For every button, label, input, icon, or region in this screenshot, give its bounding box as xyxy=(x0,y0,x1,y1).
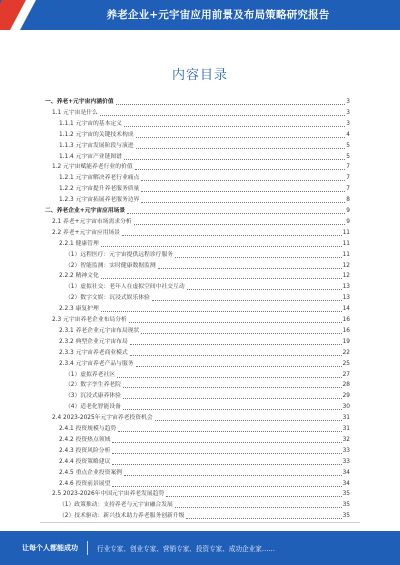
toc-leader-dots xyxy=(124,159,345,160)
toc-entry-title: 2.3.3 元宇宙养老商业模式 xyxy=(59,349,128,356)
toc-entry[interactable] xyxy=(45,259,350,270)
footer-banner xyxy=(0,531,400,565)
toc-page-number: 4 xyxy=(346,131,350,138)
toc-entry-title: 1.1.1 元宇宙的基本定义 xyxy=(59,120,122,127)
toc-entry[interactable] xyxy=(45,433,350,444)
toc-leader-dots xyxy=(135,169,346,170)
toc-leader-dots xyxy=(175,507,342,508)
toc-leader-dots xyxy=(141,202,345,203)
toc-leader-dots xyxy=(100,115,345,116)
toc-entry[interactable] xyxy=(45,150,350,161)
toc-entry-title: 2.3.4 元宇宙养老产品与服务 xyxy=(59,360,134,367)
toc-entry[interactable] xyxy=(45,335,350,346)
toc-page-number: 31 xyxy=(342,415,350,422)
toc-leader-dots xyxy=(122,235,342,236)
toc-page-number: 5 xyxy=(346,153,350,160)
toc-entry-title: 1.2.1 元宇宙解决养老行业痛点 xyxy=(59,175,140,182)
toc-page-number: 16 xyxy=(342,317,350,323)
toc-entry[interactable] xyxy=(45,498,350,509)
toc-entry[interactable] xyxy=(45,171,350,182)
toc-leader-dots xyxy=(141,333,341,334)
report-title: 养老企业+元宇宙应用前景及布局策略研究报告 xyxy=(106,9,330,21)
toc-entry-title: 1.1 元宇宙是什么 xyxy=(52,109,98,116)
toc-page-number: 11 xyxy=(342,229,350,236)
toc-page-number: 22 xyxy=(342,349,350,356)
toc-entry[interactable] xyxy=(45,291,350,302)
toc-leader-dots xyxy=(155,420,342,421)
toc-page-number: 31 xyxy=(342,426,350,432)
toc-entry[interactable] xyxy=(45,509,350,520)
toc-entry-title: 2.4.3 投资风险分析 xyxy=(59,447,111,454)
toc-leader-dots xyxy=(116,104,346,105)
toc-entry[interactable] xyxy=(45,128,350,139)
toc-entry[interactable] xyxy=(45,455,350,466)
toc-entry-title: （2）数字孪生养老院 xyxy=(65,382,121,389)
toc-page-number: 12 xyxy=(342,273,350,280)
toc-entry-title: （3）沉浸式康养体验 xyxy=(65,393,121,400)
toc-leader-dots xyxy=(166,496,341,497)
toc-page-number: 30 xyxy=(342,404,350,411)
toc-entry[interactable] xyxy=(45,313,350,324)
toc-page-number: 25 xyxy=(342,360,350,367)
toc-entry-title: （1）政策推动：支持养老与元宇宙融合发展 xyxy=(59,502,173,509)
toc-leader-dots xyxy=(118,431,341,432)
toc-entry[interactable] xyxy=(45,226,350,237)
toc-leader-dots xyxy=(186,518,341,519)
toc-page-number: 9 xyxy=(346,218,350,225)
toc-entry[interactable] xyxy=(45,400,350,411)
toc-entry[interactable] xyxy=(45,466,350,477)
toc-entry-title: （1）远程医疗：元宇宙提供远程诊疗服务 xyxy=(65,251,174,258)
toc-entry[interactable] xyxy=(45,106,350,117)
toc-leader-dots xyxy=(129,322,342,323)
toc-entry[interactable] xyxy=(45,389,350,400)
toc-entry[interactable] xyxy=(45,117,350,128)
toc-page-number: 33 xyxy=(342,447,350,454)
toc-page-number: 33 xyxy=(342,458,350,465)
toc-page-number: 29 xyxy=(342,393,350,400)
toc-heading: 内容目录 xyxy=(171,68,228,83)
toc-entry-title: 二、养老企业+元宇宙应用场景 xyxy=(45,208,126,214)
toc-entry-title: （2）智能监测：实时健康数据监测 xyxy=(65,262,156,269)
toc-entry[interactable] xyxy=(45,302,350,313)
toc-leader-dots xyxy=(123,398,342,399)
toc-leader-dots xyxy=(112,442,341,443)
toc-entry[interactable] xyxy=(45,215,350,226)
toc-entry-title: 2.2 养老+元宇宙应用场景 xyxy=(52,229,121,236)
toc-entry-title: （1）虚拟养老社区 xyxy=(65,371,116,378)
toc-entry[interactable] xyxy=(45,477,350,488)
toc-leader-dots xyxy=(175,257,342,258)
toc-page-number: 35 xyxy=(342,502,350,509)
toc-leader-dots xyxy=(112,486,341,487)
toc-page-number: 35 xyxy=(342,491,350,498)
toc-entry-title: 2.1 养老+元宇宙市场需求分析 xyxy=(52,218,132,225)
toc-leader-dots xyxy=(123,409,342,410)
toc-entry[interactable] xyxy=(45,248,350,259)
toc-leader-dots xyxy=(101,278,342,279)
toc-entry[interactable] xyxy=(45,411,350,422)
table-of-contents xyxy=(45,95,350,525)
toc-entry-title: 2.3.2 典型企业元宇宙布局 xyxy=(59,338,128,345)
toc-entry[interactable] xyxy=(45,182,350,193)
toc-leader-dots xyxy=(158,268,342,269)
toc-page-number: 12 xyxy=(342,262,350,269)
toc-entry-title: （1）虚拟社交：老年人在虚拟空间中社交互动 xyxy=(65,284,185,291)
toc-entry[interactable] xyxy=(45,280,350,291)
toc-entry[interactable] xyxy=(45,204,350,215)
toc-entry[interactable] xyxy=(45,378,350,389)
toc-leader-dots xyxy=(152,300,342,301)
toc-entry[interactable] xyxy=(45,422,350,433)
toc-entry-title: 2.3.1 养老企业元宇宙布局现状 xyxy=(59,327,140,334)
toc-page-number: 7 xyxy=(346,164,350,171)
toc-page-number: 8 xyxy=(346,197,350,204)
toc-page-number: 9 xyxy=(346,208,350,214)
toc-page-number: 34 xyxy=(342,480,350,487)
toc-leader-dots xyxy=(136,148,346,149)
toc-leader-dots xyxy=(134,224,346,225)
toc-leader-dots xyxy=(136,137,346,138)
toc-page-number: 5 xyxy=(346,142,350,149)
toc-entry[interactable] xyxy=(45,95,350,106)
toc-entry[interactable] xyxy=(45,368,350,379)
toc-entry[interactable] xyxy=(45,193,350,204)
toc-entry-title: 1.2.3 元宇宙拓展养老服务边界 xyxy=(59,197,140,204)
toc-entry-title: 2.4.5 重点企业投资案例 xyxy=(59,469,122,476)
toc-entry-title: 2.4.2 投资热点领域 xyxy=(59,436,111,443)
toc-entry-title: 2.4 2023-2025年元宇宙养老投资机会 xyxy=(52,415,153,422)
toc-page-number: 3 xyxy=(346,120,350,127)
toc-entry-title: 2.5 2023-2026年中国元宇宙养老发展趋势 xyxy=(52,491,165,498)
toc-entry-title: （4）适老化智能设备 xyxy=(65,404,121,411)
divider xyxy=(40,522,360,523)
toc-leader-dots xyxy=(101,246,342,247)
toc-entry-title: （2）技术驱动：新兴技术助力养老服务创新升级 xyxy=(59,513,185,520)
toc-entry-title: 2.4.6 投资前景展望 xyxy=(59,480,111,487)
toc-page-number: 32 xyxy=(342,436,350,443)
toc-entry-title: 1.2 元宇宙赋能养老行业的价值 xyxy=(52,164,133,171)
toc-leader-dots xyxy=(130,355,342,356)
toc-leader-dots xyxy=(141,180,345,181)
toc-page-number: 14 xyxy=(342,306,350,313)
toc-page-number: 11 xyxy=(342,251,350,258)
toc-entry[interactable] xyxy=(45,487,350,498)
toc-entry[interactable] xyxy=(45,139,350,150)
toc-entry[interactable] xyxy=(45,357,350,368)
toc-entry-title: 2.2.3 康复护理 xyxy=(59,306,99,313)
toc-leader-dots xyxy=(101,311,342,312)
toc-page-number: 13 xyxy=(342,295,350,302)
toc-entry-title: 1.1.3 元宇宙发展阶段与演进 xyxy=(59,142,134,149)
toc-entry-title: 2.4.4 投资策略建议 xyxy=(59,458,111,465)
toc-leader-dots xyxy=(136,366,342,367)
toc-entry-title: 2.3 元宇宙养老企业布局分析 xyxy=(52,317,127,323)
toc-entry[interactable] xyxy=(45,160,350,171)
toc-entry[interactable] xyxy=(45,444,350,455)
toc-leader-dots xyxy=(124,126,345,127)
toc-page-number: 35 xyxy=(342,513,350,520)
toc-page-number: 7 xyxy=(346,186,350,193)
toc-leader-dots xyxy=(123,387,342,388)
toc-leader-dots xyxy=(112,453,341,454)
header-banner xyxy=(0,0,400,30)
toc-entry-title: （2）数字文娱：沉浸式娱乐体验 xyxy=(65,295,150,302)
toc-page-number: 28 xyxy=(342,382,350,389)
toc-leader-dots xyxy=(127,213,345,214)
toc-leader-dots xyxy=(112,464,341,465)
toc-page-number: 3 xyxy=(346,99,350,105)
toc-page-number: 13 xyxy=(342,284,350,291)
toc-page-number: 7 xyxy=(346,175,350,182)
footer-experts: 行业专家、创业专家、营销专家、投资专家、成功企业家…… xyxy=(97,545,276,553)
toc-entry-title: 一、养老+元宇宙内涵价值 xyxy=(45,99,114,105)
toc-page-number: 19 xyxy=(342,338,350,345)
toc-page-number: 34 xyxy=(342,469,350,476)
toc-entry-title: 1.2.2 元宇宙提升养老服务质量 xyxy=(59,186,140,193)
footer-slogan: 让每个人都能成功 xyxy=(22,544,78,552)
toc-page-number: 27 xyxy=(342,371,350,378)
toc-leader-dots xyxy=(117,377,342,378)
toc-page-number: 16 xyxy=(342,327,350,334)
toc-entry[interactable] xyxy=(45,346,350,357)
toc-page-number: 11 xyxy=(342,240,350,247)
footer-divider xyxy=(87,541,88,555)
toc-page-number: 3 xyxy=(346,109,350,116)
toc-entry-title: 1.1.4 元宇宙产业链图谱 xyxy=(59,153,122,160)
toc-entry[interactable] xyxy=(45,324,350,335)
toc-entry-title: 2.2.2 精神文化 xyxy=(59,273,99,280)
toc-leader-dots xyxy=(130,344,342,345)
toc-entry-title: 2.2.1 健康管理 xyxy=(59,240,99,247)
toc-entry[interactable] xyxy=(45,269,350,280)
toc-entry-title: 2.4.1 投资规模与趋势 xyxy=(59,426,117,432)
toc-leader-dots xyxy=(187,289,342,290)
toc-leader-dots xyxy=(141,191,345,192)
toc-leader-dots xyxy=(124,475,342,476)
toc-entry[interactable] xyxy=(45,237,350,248)
toc-entry-title: 1.1.2 元宇宙的关键技术构成 xyxy=(59,131,134,138)
